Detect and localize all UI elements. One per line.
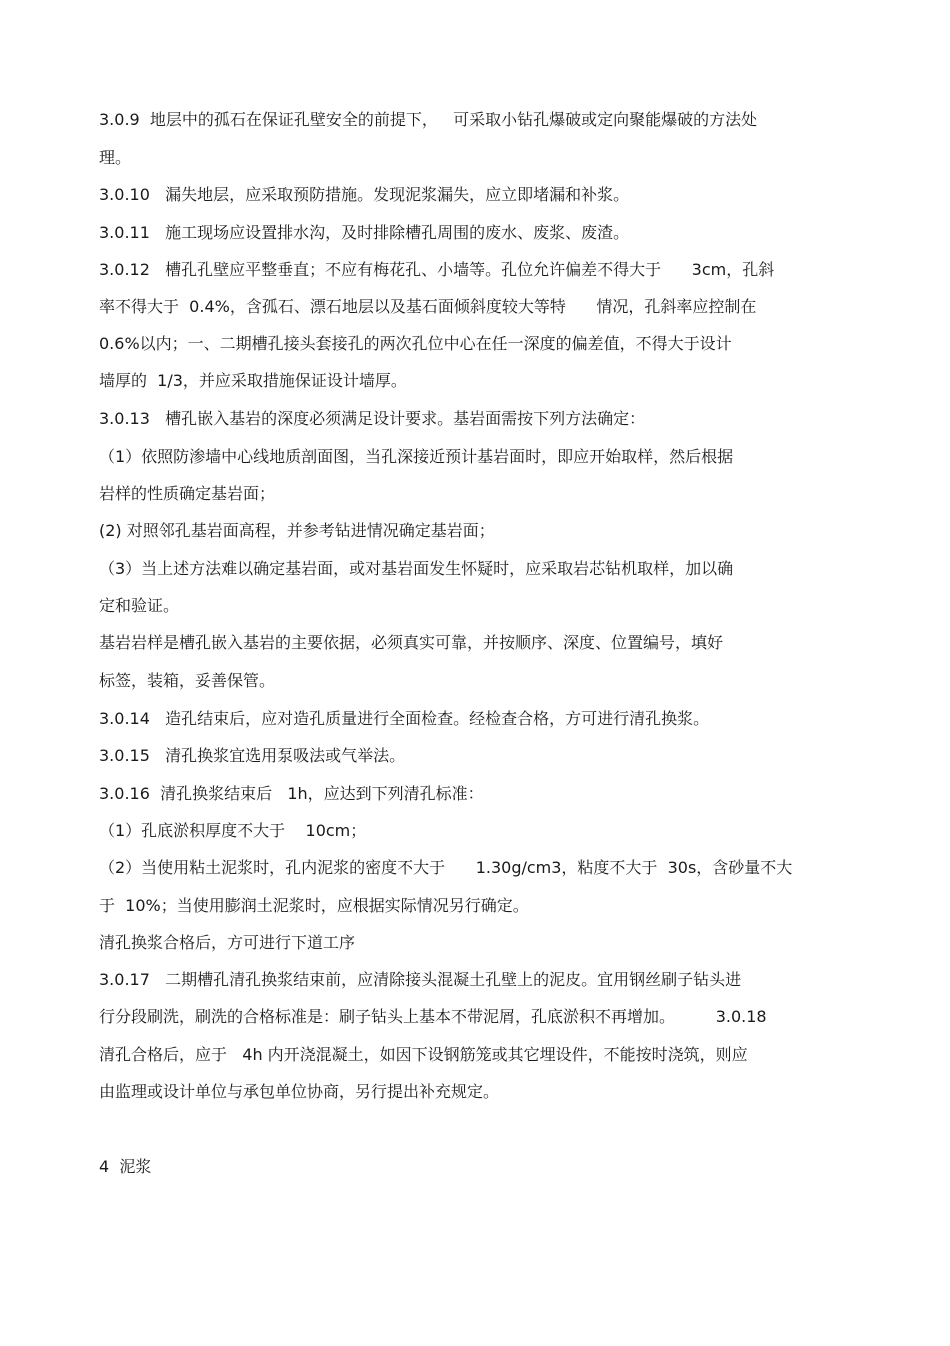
text-line: (2) 对照邻孔基岩面高程，并参考钻进情况确定基岩面； — [99, 521, 495, 540]
text-line: （1）依照防渗墙中心线地质剖面图，当孔深接近预计基岩面时，即应开始取样，然后根据 — [99, 447, 734, 466]
text-line: 3.0.9 地层中的孤石在保证孔壁安全的前提下， 可采取小钻孔爆破或定向聚能爆破的方法处 — [99, 110, 758, 129]
text-line: 3.0.14 造孔结束后，应对造孔质量进行全面检查。经检查合格，方可进行清孔换浆。 — [99, 709, 710, 728]
text-line: 基岩岩样是槽孔嵌入基岩的主要依据，必须真实可靠，并按顺序、深度、位置编号，填好 — [99, 633, 724, 652]
section-heading: 4 泥浆 — [99, 1157, 152, 1176]
text-line: 0.6%以内；一、二期槽孔接头套接孔的两次孔位中心在任一深度的偏差值，不得大于设计 — [99, 334, 732, 353]
text-line: 岩样的性质确定基岩面； — [99, 484, 276, 503]
text-line: 于 10%；当使用膨润土泥浆时，应根据实际情况另行确定。 — [99, 896, 529, 915]
text-line: 3.0.13 槽孔嵌入基岩的深度必须满足设计要求。基岩面需按下列方法确定： — [99, 409, 646, 428]
text-line: 3.0.17 二期槽孔清孔换浆结束前，应清除接头混凝土孔壁上的泥皮。宜用钢丝刷子钻头进 — [99, 970, 742, 989]
text-line: （1）孔底淤积厚度不大于 10cm； — [99, 821, 367, 840]
text-line: 理。 — [99, 148, 132, 167]
text-line: 标签，装箱，妥善保管。 — [99, 671, 276, 690]
text-line: （3）当上述方法难以确定基岩面，或对基岩面发生怀疑时，应采取岩芯钻机取样，加以确 — [99, 559, 734, 578]
text-line: 定和验证。 — [99, 596, 180, 615]
text-line: 清孔换浆合格后，方可进行下道工序 — [99, 933, 356, 952]
text-line: （2）当使用粘土泥浆时，孔内泥浆的密度不大于 1.30g/cm3，粘度不大于 30s，含砂量不大 — [99, 858, 793, 877]
text-line: 率不得大于 0.4%，含孤石、漂石地层以及基石面倾斜度较大等特 情况，孔斜率应控制在 — [99, 297, 757, 316]
text-line: 行分段刷洗，刷洗的合格标准是：刷子钻头上基本不带泥屑，孔底淤积不再增加。 3.0.18 — [99, 1007, 767, 1026]
text-line: 墙厚的 1/3，并应采取措施保证设计墙厚。 — [99, 371, 407, 390]
text-line: 3.0.11 施工现场应设置排水沟，及时排除槽孔周围的废水、废浆、废渣。 — [99, 223, 630, 242]
text-line: 3.0.16 清孔换浆结束后 1h，应达到下列清孔标准： — [99, 784, 484, 803]
text-line: 3.0.10 漏失地层，应采取预防措施。发现泥浆漏失，应立即堵漏和补浆。 — [99, 185, 630, 204]
text-line: 由监理或设计单位与承包单位协商，另行提出补充规定。 — [99, 1082, 500, 1101]
text-line: 3.0.12 槽孔孔壁应平整垂直；不应有梅花孔、小墙等。孔位允许偏差不得大于 3cm，孔斜 — [99, 260, 775, 279]
text-line: 3.0.15 清孔换浆宜选用泵吸法或气举法。 — [99, 746, 406, 765]
text-line: 清孔合格后，应于 4h 内开浇混凝土，如因下设钢筋笼或其它埋设件，不能按时浇筑，则应 — [99, 1045, 748, 1064]
